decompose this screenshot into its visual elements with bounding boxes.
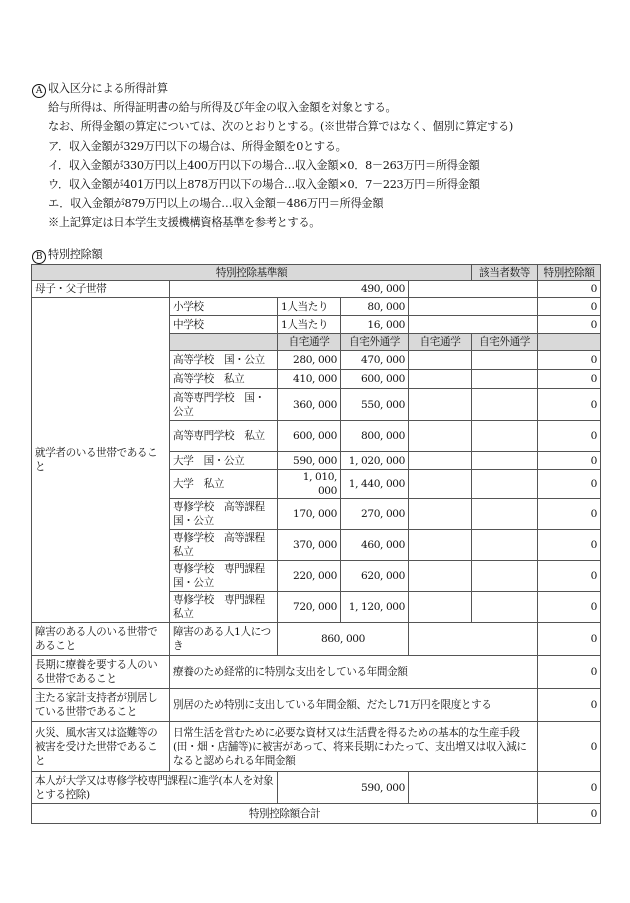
subheader-count-away: 自宅外通学: [472, 334, 538, 351]
self-university-result: 0: [538, 772, 601, 804]
school-name: 専修学校 専門課程 国・公立: [170, 561, 278, 592]
section-b-title: 特別控除額: [48, 248, 103, 261]
section-a-line: ウ．収入金額が401万円以上878万円以下の場合…収入金額×0．7－223万円＝所得金額: [48, 178, 480, 192]
home-amount: 280, 000: [278, 351, 341, 370]
disability-result: 0: [538, 623, 601, 656]
school-count[interactable]: [409, 298, 538, 316]
home-amount: 410, 000: [278, 370, 341, 389]
home-amount: 600, 000: [278, 421, 341, 452]
single-parent-count[interactable]: [409, 281, 538, 298]
school-name: 高等専門学校 国・公立: [170, 389, 278, 421]
school-result: 0: [538, 530, 601, 561]
home-count[interactable]: [409, 351, 472, 370]
subheader-count-home: 自宅通学: [409, 334, 472, 351]
school-name: 高等学校 国・公立: [170, 351, 278, 370]
school-name: 専修学校 高等課程 国・公立: [170, 499, 278, 530]
away-amount: 270, 000: [341, 499, 409, 530]
separate-desc: 別居のため特別に支出している年間金額、だたし71万円を限度とする: [170, 689, 538, 722]
away-count[interactable]: [472, 530, 538, 561]
single-parent-label: 母子・父子世帯: [32, 281, 170, 298]
home-amount: 220, 000: [278, 561, 341, 592]
away-amount: 800, 000: [341, 421, 409, 452]
home-amount: 170, 000: [278, 499, 341, 530]
students-label: 就学者のいる世帯であること: [32, 298, 170, 623]
away-amount: 470, 000: [341, 351, 409, 370]
away-count[interactable]: [472, 452, 538, 470]
header-standard: 特別控除基準額: [32, 265, 472, 281]
unit-label: 1人当たり: [278, 316, 341, 334]
school-result: 0: [538, 452, 601, 470]
school-count[interactable]: [409, 316, 538, 334]
total-result: 0: [538, 804, 601, 824]
disaster-desc: 日常生活を営むために必要な資材又は生活費を得るための基本的な生産手段(田・畑・店舗等)に被害があって、将来長期にわたって、支出増又は収入減になると認められる年間金額: [170, 722, 538, 772]
section-a: [32, 79, 513, 233]
away-count[interactable]: [472, 370, 538, 389]
school-result: 0: [538, 389, 601, 421]
unit-label: 1人当たり: [278, 298, 341, 316]
home-count[interactable]: [409, 530, 472, 561]
home-count[interactable]: [409, 561, 472, 592]
section-b-heading: [32, 245, 102, 264]
school-name: 高等専門学校 私立: [170, 421, 278, 452]
disability-count[interactable]: [409, 623, 538, 656]
school-name: 高等学校 私立: [170, 370, 278, 389]
away-count[interactable]: [472, 561, 538, 592]
school-name: 中学校: [170, 316, 278, 334]
separate-result: 0: [538, 689, 601, 722]
total-label: 特別控除額合計: [32, 804, 538, 824]
away-amount: 620, 000: [341, 561, 409, 592]
home-amount: 370, 000: [278, 530, 341, 561]
section-a-heading: [32, 79, 513, 98]
self-university-amount: 590, 000: [278, 772, 409, 804]
medical-desc: 療養のため経常的に特別な支出をしている年間金額: [170, 656, 538, 689]
away-amount: 1, 020, 000: [341, 452, 409, 470]
section-a-line: イ．収入金額が330万円以上400万円以下の場合…収入金額×0．8－263万円＝所得金額: [48, 158, 480, 172]
self-university-count[interactable]: [409, 772, 538, 804]
home-count[interactable]: [409, 592, 472, 623]
away-count[interactable]: [472, 389, 538, 421]
away-count[interactable]: [472, 421, 538, 452]
home-amount: 360, 000: [278, 389, 341, 421]
disaster-result: 0: [538, 722, 601, 772]
home-count[interactable]: [409, 370, 472, 389]
section-a-line: エ．収入金額が879万円以上の場合…収入金額－486万円＝所得金額: [48, 197, 384, 211]
school-result: 0: [538, 351, 601, 370]
section-a-line: なお、所得金額の算定については、次のとおりとする。(※世帯合算ではなく、個別に算定する): [48, 120, 513, 134]
disability-unit: 障害のある人1人につき: [170, 623, 278, 656]
header-deduction: 特別控除額: [538, 265, 601, 281]
school-name: 専修学校 専門課程 私立: [170, 592, 278, 623]
section-a-line: 給与所得は、所得証明書の給与所得及び年金の収入金額を対象とする。: [48, 101, 397, 115]
home-count[interactable]: [409, 389, 472, 421]
school-result: 0: [538, 592, 601, 623]
subheader-home: 自宅通学: [278, 334, 341, 351]
section-b-mark: B: [32, 250, 46, 264]
home-amount: 1, 010, 000: [278, 470, 341, 499]
away-count[interactable]: [472, 470, 538, 499]
school-result: 0: [538, 316, 601, 334]
school-result: 0: [538, 499, 601, 530]
school-result: 0: [538, 370, 601, 389]
away-amount: 550, 000: [341, 389, 409, 421]
school-result: 0: [538, 421, 601, 452]
school-name: 小学校: [170, 298, 278, 316]
disaster-label: 火災、風水害又は盗難等の被害を受けた世帯であること: [32, 722, 170, 772]
disability-amount: 860, 000: [278, 623, 409, 656]
self-university-label: 本人が大学又は専修学校専門課程に進学(本人を対象とする控除): [32, 772, 278, 804]
home-count[interactable]: [409, 499, 472, 530]
away-amount: 1, 120, 000: [341, 592, 409, 623]
school-result: 0: [538, 470, 601, 499]
away-count[interactable]: [472, 592, 538, 623]
disability-label: 障害のある人のいる世帯であること: [32, 623, 170, 656]
school-name: 大学 私立: [170, 470, 278, 499]
section-a-line: ※上記算定は日本学生支援機構資格基準を参考とする。: [48, 216, 321, 230]
school-result: 0: [538, 561, 601, 592]
away-amount: 460, 000: [341, 530, 409, 561]
school-result: 0: [538, 298, 601, 316]
school-amount: 80, 000: [341, 298, 409, 316]
single-parent-amount: 490, 000: [170, 281, 409, 298]
subheader-away: 自宅外通学: [341, 334, 409, 351]
away-count[interactable]: [472, 351, 538, 370]
section-a-mark: A: [32, 84, 46, 98]
subheader-blank: [170, 334, 278, 351]
medical-label: 長期に療養を要する人のいる世帯であること: [32, 656, 170, 689]
home-amount: 720, 000: [278, 592, 341, 623]
single-parent-result: 0: [538, 281, 601, 298]
deduction-table: [31, 264, 601, 824]
away-count[interactable]: [472, 499, 538, 530]
home-amount: 590, 000: [278, 452, 341, 470]
separate-label: 主たる家計支持者が別居している世帯であること: [32, 689, 170, 722]
home-count[interactable]: [409, 452, 472, 470]
subheader-result-blank: [538, 334, 601, 351]
medical-result: 0: [538, 656, 601, 689]
school-name: 大学 国・公立: [170, 452, 278, 470]
home-count[interactable]: [409, 470, 472, 499]
header-count: 該当者数等: [472, 265, 538, 281]
section-a-title: 収入区分による所得計算: [48, 82, 168, 95]
away-amount: 600, 000: [341, 370, 409, 389]
school-amount: 16, 000: [341, 316, 409, 334]
section-a-line: ア．収入金額が329万円以下の場合は、所得金額を0とする。: [48, 139, 347, 153]
home-count[interactable]: [409, 421, 472, 452]
away-amount: 1, 440, 000: [341, 470, 409, 499]
school-name: 専修学校 高等課程 私立: [170, 530, 278, 561]
